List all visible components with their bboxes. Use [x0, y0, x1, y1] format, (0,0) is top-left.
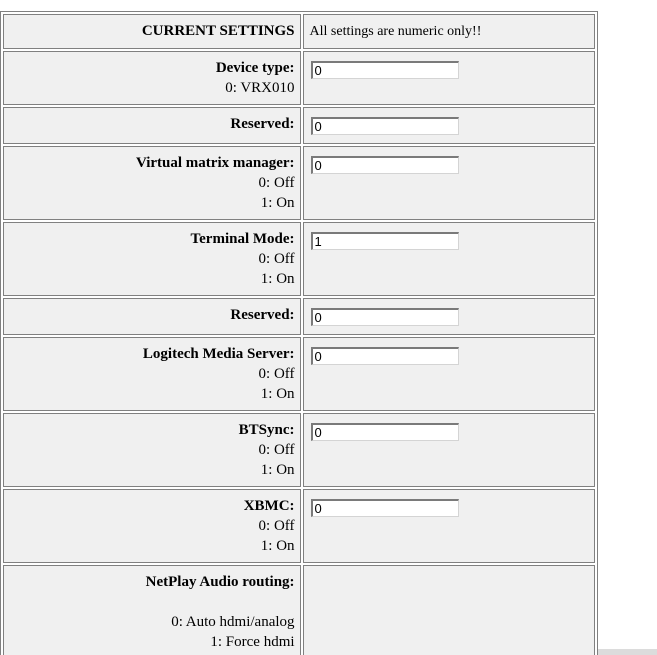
virtual-matrix-manager-input[interactable] — [311, 156, 459, 174]
settings-body — [3, 14, 595, 655]
setting-value-cell — [303, 146, 595, 220]
setting-option-text: 0: Off — [258, 251, 295, 267]
setting-label-cell — [3, 413, 301, 487]
setting-row-virtual-matrix-manager-2 — [3, 146, 595, 220]
reserved-input[interactable] — [311, 308, 459, 326]
setting-label-cell — [3, 107, 301, 144]
setting-label: XBMC: — [243, 498, 295, 514]
device-type-input[interactable] — [311, 61, 459, 79]
setting-label-cell — [3, 337, 301, 411]
setting-label-cell — [3, 222, 301, 296]
setting-option-text: 1: On — [260, 462, 295, 478]
current-settings-heading: CURRENT SETTINGS — [141, 23, 295, 39]
blank-spacer-line — [8, 592, 295, 612]
setting-option-text: 0: VRX010 — [225, 80, 295, 96]
setting-row-netplay-audio-routing — [3, 565, 595, 655]
setting-row-reserved-1 — [3, 107, 595, 144]
btsync-input[interactable] — [311, 423, 459, 441]
setting-row-xbmc-7 — [3, 489, 595, 563]
setting-value-cell — [303, 565, 595, 655]
numeric-only-note: All settings are numeric only!! — [309, 24, 482, 39]
setting-value-cell — [303, 51, 595, 105]
setting-label: Terminal Mode: — [190, 231, 295, 247]
setting-label-cell — [3, 146, 301, 220]
header-label-cell — [3, 14, 301, 49]
setting-row-terminal-mode-3 — [3, 222, 595, 296]
header-note-cell — [303, 14, 595, 49]
setting-label: Reserved: — [230, 307, 295, 323]
setting-label: BTSync: — [238, 422, 295, 438]
setting-value-cell — [303, 298, 595, 335]
setting-label-cell — [3, 51, 301, 105]
setting-option-text: 1: On — [260, 271, 295, 287]
setting-row-device-type-0 — [3, 51, 595, 105]
setting-row-logitech-media-server-5 — [3, 337, 595, 411]
setting-label-cell — [3, 565, 301, 655]
setting-value-cell — [303, 413, 595, 487]
xbmc-input[interactable] — [311, 499, 459, 517]
setting-value-cell — [303, 489, 595, 563]
terminal-mode-input[interactable] — [311, 232, 459, 250]
reserved-input[interactable] — [311, 117, 459, 135]
setting-label: Virtual matrix manager: — [135, 155, 295, 171]
setting-label-cell — [3, 298, 301, 335]
setting-label: Device type: — [215, 60, 295, 76]
setting-option-text: 0: Off — [258, 442, 295, 458]
setting-option-text: 1: Force hdmi — [210, 634, 295, 650]
setting-option-text: 1: On — [260, 386, 295, 402]
setting-value-cell — [303, 337, 595, 411]
horizontal-scrollbar-stub[interactable] — [598, 649, 657, 655]
setting-option-text: 0: Off — [258, 175, 295, 191]
logitech-media-server-input[interactable] — [311, 347, 459, 365]
setting-label-cell — [3, 489, 301, 563]
setting-label: Logitech Media Server: — [142, 346, 295, 362]
setting-option-text: 1: On — [260, 195, 295, 211]
setting-label: Reserved: — [230, 116, 295, 132]
setting-row-reserved-4 — [3, 298, 595, 335]
setting-option-text: 0: Off — [258, 518, 295, 534]
setting-label: NetPlay Audio routing: — [145, 574, 295, 590]
setting-row-btsync-6 — [3, 413, 595, 487]
setting-value-cell — [303, 107, 595, 144]
setting-option-text: 0: Off — [258, 366, 295, 382]
settings-table — [0, 11, 598, 655]
header-row — [3, 14, 595, 49]
setting-option-text: 0: Auto hdmi/analog — [171, 614, 295, 630]
setting-value-cell — [303, 222, 595, 296]
setting-option-text: 1: On — [260, 538, 295, 554]
